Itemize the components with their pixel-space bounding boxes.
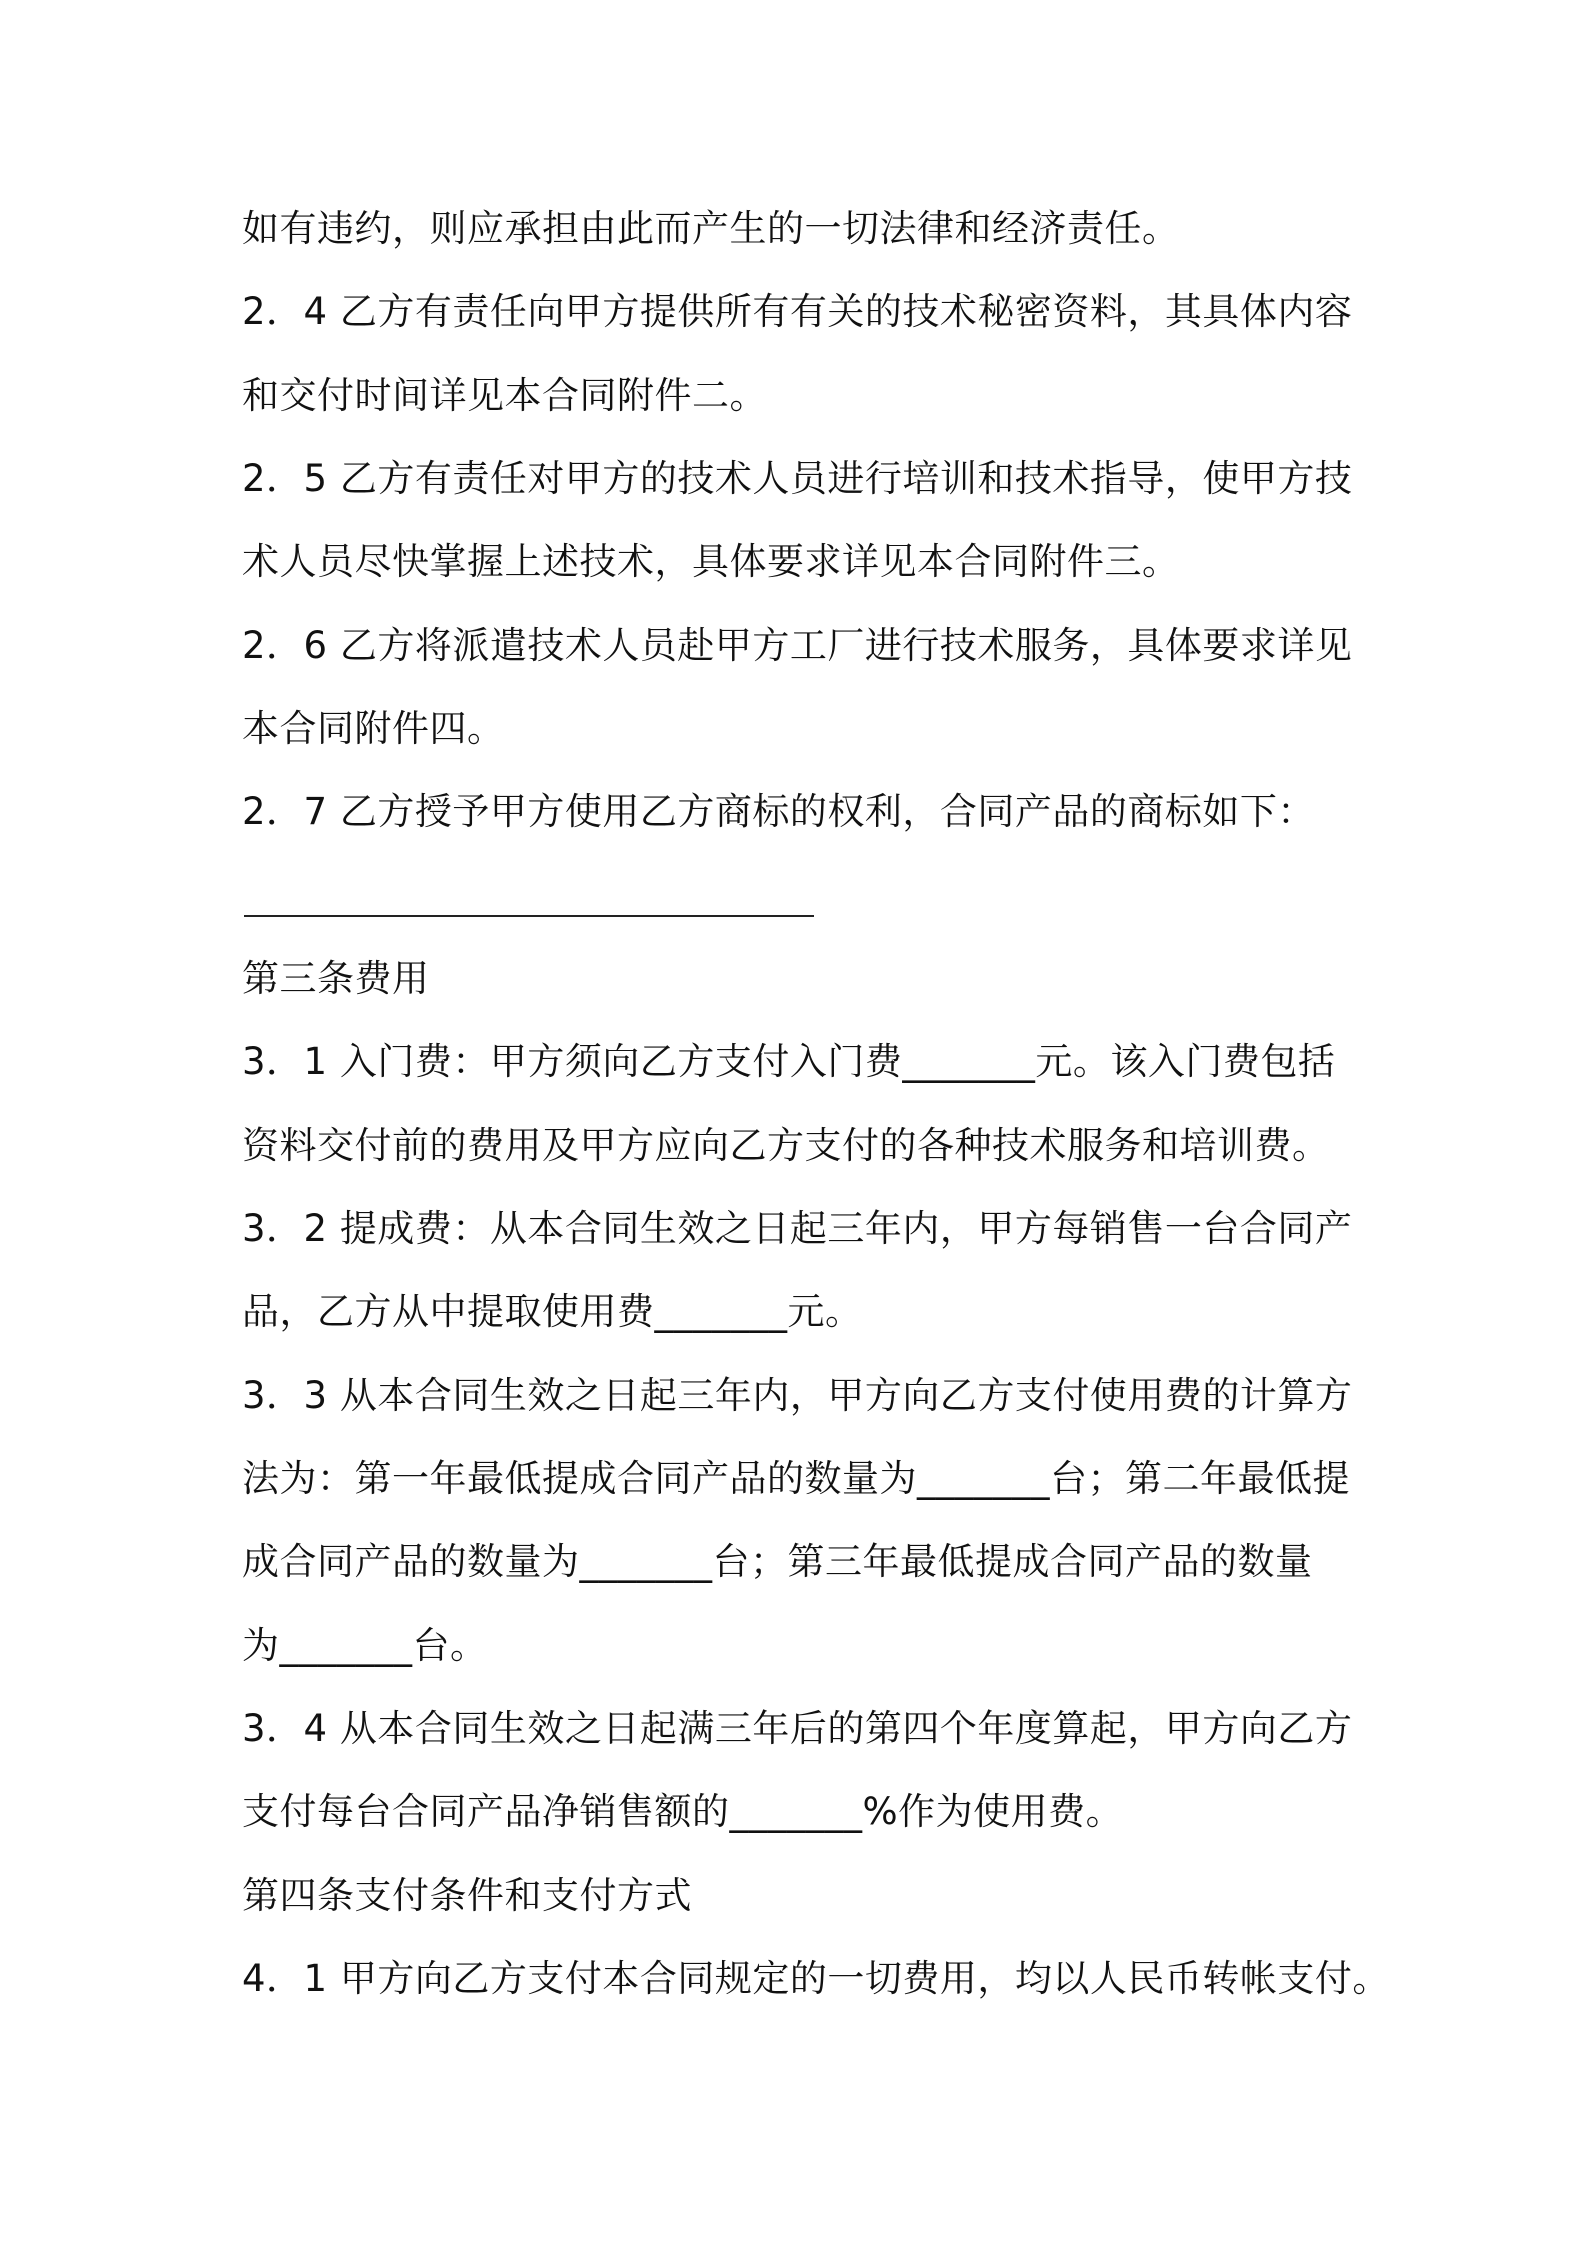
paragraph-line-18: 支付每台合同产品净销售额的_______%作为使用费。 xyxy=(242,1790,1124,1833)
paragraph-line-11: 3．2 提成费：从本合同生效之日起三年内，甲方每销售一台合同产 xyxy=(242,1207,1353,1250)
paragraph-line-5: 术人员尽快掌握上述技术，具体要求详见本合同附件三。 xyxy=(242,540,1180,583)
section-heading-3: 第三条费用 xyxy=(242,957,430,1000)
blank-signature-line xyxy=(244,915,814,917)
paragraph-line-6: 2．6 乙方将派遣技术人员赴甲方工厂进行技术服务，具体要求详见 xyxy=(242,624,1353,667)
paragraph-line-3: 和交付时间详见本合同附件二。 xyxy=(242,374,767,417)
paragraph-line-1: 如有违约，则应承担由此而产生的一切法律和经济责任。 xyxy=(242,207,1180,250)
paragraph-line-2: 2．4 乙方有责任向甲方提供所有有关的技术秘密资料，其具体内容 xyxy=(242,290,1353,333)
section-heading-4: 第四条支付条件和支付方式 xyxy=(242,1874,692,1917)
paragraph-line-19: 4．1 甲方向乙方支付本合同规定的一切费用，均以人民币转帐支付。 xyxy=(242,1957,1390,2000)
paragraph-line-7: 本合同附件四。 xyxy=(242,707,505,750)
paragraph-line-13: 3．3 从本合同生效之日起三年内，甲方向乙方支付使用费的计算方 xyxy=(242,1374,1353,1417)
paragraph-line-4: 2．5 乙方有责任对甲方的技术人员进行培训和技术指导，使甲方技 xyxy=(242,457,1353,500)
paragraph-line-17: 3．4 从本合同生效之日起满三年后的第四个年度算起，甲方向乙方 xyxy=(242,1707,1353,1750)
paragraph-line-14: 法为：第一年最低提成合同产品的数量为_______台；第二年最低提 xyxy=(242,1457,1350,1500)
paragraph-line-16: 为_______台。 xyxy=(242,1624,488,1667)
paragraph-line-12: 品，乙方从中提取使用费_______元。 xyxy=(242,1290,863,1333)
paragraph-line-8: 2．7 乙方授予甲方使用乙方商标的权利，合同产品的商标如下： xyxy=(242,790,1315,833)
paragraph-line-15: 成合同产品的数量为_______台；第三年最低提成合同产品的数量 xyxy=(242,1540,1313,1583)
paragraph-line-10: 资料交付前的费用及甲方应向乙方支付的各种技术服务和培训费。 xyxy=(242,1124,1330,1167)
paragraph-line-9: 3．1 入门费：甲方须向乙方支付入门费_______元。该入门费包括 xyxy=(242,1040,1336,1083)
